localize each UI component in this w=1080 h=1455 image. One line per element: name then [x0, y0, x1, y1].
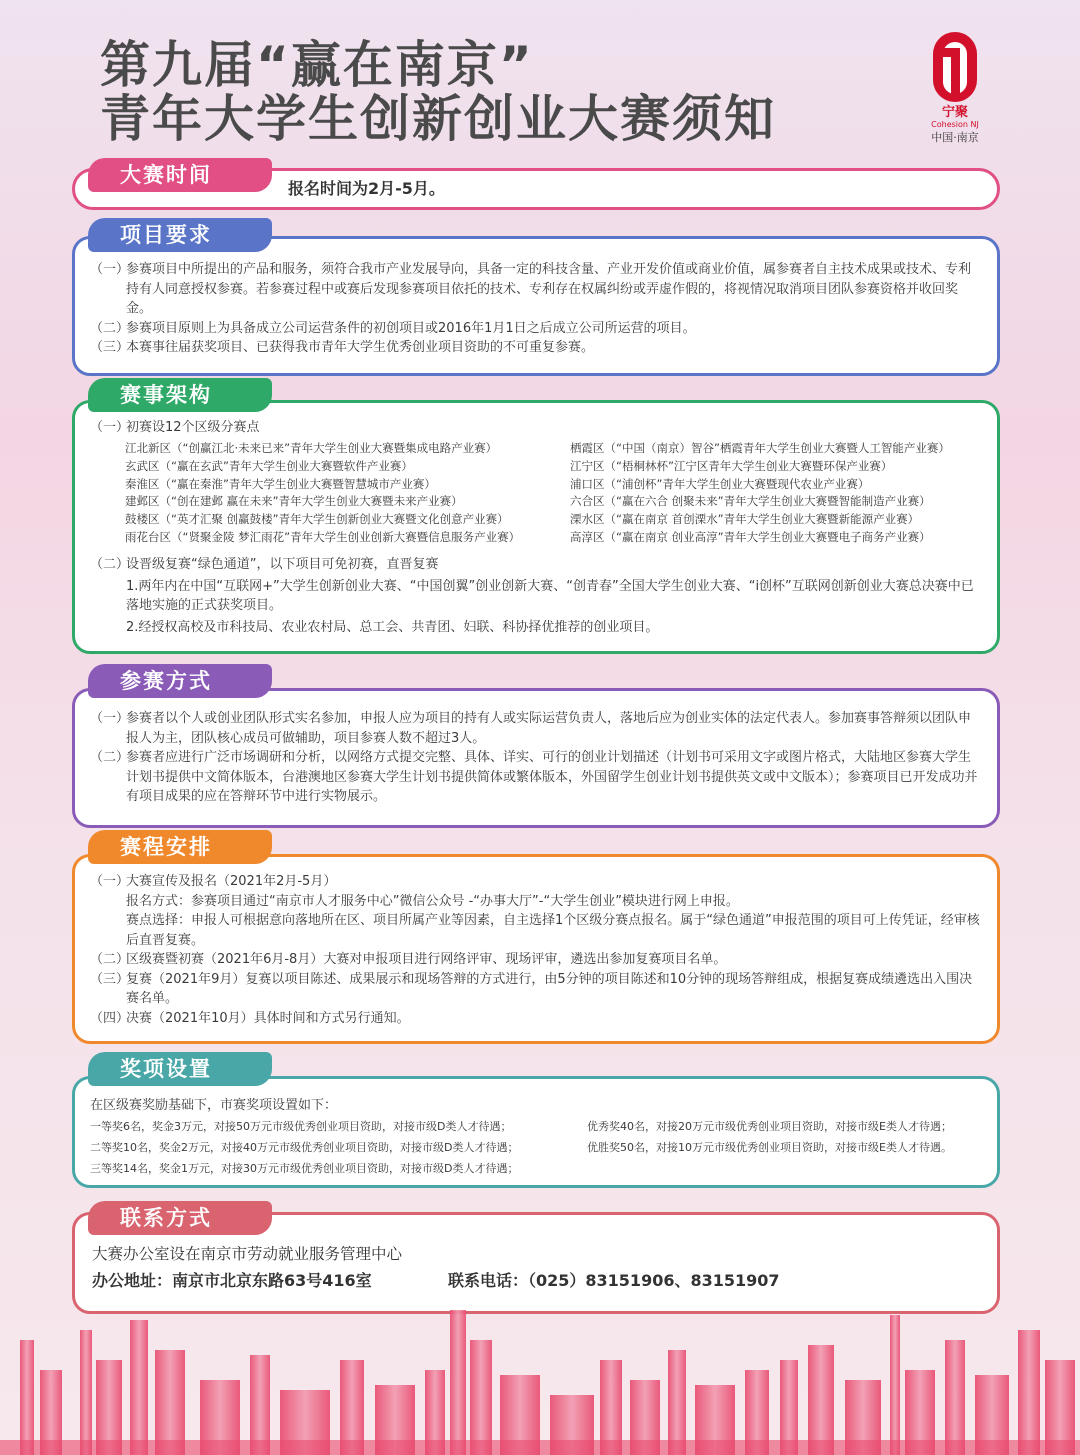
schedule-signup-method: 报名方式：参赛项目通过“南京市人才服务中心”微信公众号 -“办事大厅”-“大学生创业”模块进行网上申报。 [126, 893, 739, 909]
list-item: 高淳区（“赢在南京 创业高淳”青年大学生创业大赛暨电子商务产业赛） [570, 529, 931, 544]
time-text: 报名时间为2月-5月。 [288, 179, 445, 198]
page-title [100, 38, 776, 146]
list-item: 三等奖14名，奖金1万元，对接30万元市级优秀创业项目资助，对接市级D类人才待遇； [90, 1162, 519, 1175]
list-item: 优秀奖40名，对接20万元市级优秀创业项目资助，对接市级E类人才待遇； [587, 1120, 952, 1133]
list-item: （二） 区级赛暨初赛（2021年6月-8月）大赛对申报项目进行网络评审、现场评审，遴选出参加复赛项目名单。 [90, 952, 727, 967]
structure-item-1: （一） 初赛设12个区级分赛点 [90, 420, 260, 435]
method-list [90, 709, 980, 807]
tag-contact: 联系方式 [88, 1201, 272, 1235]
list-item: 优胜奖50名，对接10万元市级优秀创业项目资助，对接市级E类人才待遇。 [587, 1141, 952, 1154]
list-item: 鼓楼区（“英才汇聚 创赢鼓楼”青年大学生创新创业大赛暨文化创意产业赛） [125, 512, 509, 527]
title-line-2: 青年大学生创新创业大赛须知 [100, 90, 776, 148]
list-item: 浦口区（“浦创杯”青年大学生创业大赛暨现代农业产业赛） [570, 476, 870, 491]
title-line-1: 第九届“赢在南京” [100, 36, 534, 94]
schedule-venue-choice: 赛点选择：申报人可根据意向落地所在区、项目所属产业等因素，自主选择1个区级分赛点报名。属于“绿色通道”申报范围的项目可上传凭证，经审核后直晋复赛。 [126, 913, 980, 948]
city-skyline-illustration [0, 1300, 1080, 1455]
tag-awards: 奖项设置 [88, 1052, 272, 1086]
structure-item-2: （二） 设晋级复赛“绿色通道”，以下项目可免初赛，直晋复赛 1.两年内在中国“互联网+”大学生创新创业大赛、“中国创翼”创业创新大赛、“创青春”全国大学生创业大赛、“i创杯”互联网创新创业大赛总决赛中已落地实施的正式获奖项目。 2.经授权高校及市科技局、农业农村局、总工会、共青团、妇联、科协择优推荐的创业项目。 [90, 555, 980, 637]
logo [920, 28, 990, 146]
awards-intro: 在区级赛奖励基础下，市赛奖项设置如下： [90, 1098, 338, 1113]
list-item: 建邺区（“创在建邺 赢在未来”青年大学生创业大赛暨未来产业赛） [125, 494, 463, 509]
list-item: （一） 参赛项目中所提出的产品和服务，须符合我市产业发展导向，具备一定的科技含量、产业开发价值或商业价值，属参赛者自主技术成果或技术、专利持有人同意授权参赛。若参赛过程中或赛后发现参赛项目依托的技术、专利存在权属纠纷或弄虚作假的，将视情况取消项目团队参赛资格并收回奖金。 [90, 262, 972, 316]
list-item: （二） 参赛者应进行广泛市场调研和分析，以网络方式提交完整、具体、详实、可行的创业计划描述（计划书可采用文字或图片格式，大陆地区参赛大学生计划书提供中文简体版本，台港澳地区参赛大学生计划书提供简体或繁体版本，外国留学生创业计划书提供英文或中文版本）；参赛项目已开发成功并有项目成果的应在答辩环节中进行实物展示。 [90, 750, 978, 804]
list-item: 一等奖6名，奖金3万元，对接50万元市级优秀创业项目资助，对接市级D类人才待遇； [90, 1120, 512, 1133]
contact-office: 大赛办公室设在南京市劳动就业服务管理中心 [92, 1245, 403, 1263]
list-item: 江宁区（“梧桐林杯”江宁区青年大学生创业大赛暨环保产业赛） [570, 458, 893, 473]
awards-left [90, 1116, 518, 1179]
districts-left [125, 440, 520, 547]
list-item: 二等奖10名，奖金2万元，对接40万元市级优秀创业项目资助，对接市级D类人才待遇； [90, 1141, 519, 1154]
districts-right [570, 440, 950, 547]
list-item: （三） 本赛事往届获奖项目、已获得我市青年大学生优秀创业项目资助的不可重复参赛。 [90, 340, 595, 355]
list-item: （一） 大赛宣传及报名（2021年2月-5月） [90, 874, 337, 889]
list-item: （一） 参赛者以个人或创业团队形式实名参加，申报人应为项目的持有人或实际运营负责人，落地后应为创业实体的法定代表人。参加赛事答辩须以团队申报人为主，团队核心成员可做辅助，项目参赛人数不超过3人。 [90, 711, 972, 746]
list-item: （二） 参赛项目原则上为具备成立公司运营条件的初创项目或2016年1月1日之后成立公司所运营的项目。 [90, 320, 696, 336]
list-item: （四） 决赛（2021年10月）具体时间和方式另行通知。 [90, 1010, 410, 1026]
logo-cn: 宁聚 [941, 105, 968, 120]
contact-address: 办公地址：南京市北京东路63号416室 [92, 1271, 372, 1290]
list-item: 雨花台区（“贤聚金陵 梦汇雨花”青年大学生创业创新大赛暨信息服务产业赛） [125, 529, 521, 544]
list-item: 江北新区（“创赢江北·未来已来”青年大学生创业大赛暨集成电路产业赛） [125, 441, 498, 455]
tag-structure: 赛事架构 [88, 378, 272, 412]
logo-en: Cohesion NJ [931, 120, 979, 129]
list-item: 六合区（“赢在六合 创聚未来”青年大学生创业大赛暨智能制造产业赛） [570, 494, 931, 509]
contact-phone: 联系电话：（025）83151906、83151907 [448, 1271, 780, 1290]
list-item: 玄武区（“赢在玄武”青年大学生创业大赛暨软件产业赛） [125, 458, 413, 473]
tag-time: 大赛时间 [88, 158, 272, 192]
schedule-list [90, 872, 980, 1028]
awards-right [587, 1116, 952, 1158]
list-item: 溧水区（“赢在南京 首创溧水”青年大学生创业大赛暨新能源产业赛） [570, 512, 920, 527]
list-item: 栖霞区（“中国（南京）智谷”栖霞青年大学生创业大赛暨人工智能产业赛） [570, 441, 950, 455]
list-item: 秦淮区（“赢在秦淮”青年大学生创业大赛暨智慧城市产业赛） [125, 476, 436, 491]
logo-mark-icon [929, 28, 981, 106]
requirements-list [90, 260, 980, 358]
tag-requirements: 项目要求 [88, 218, 272, 252]
tag-schedule: 赛程安排 [88, 830, 272, 864]
list-item: （三） 复赛（2021年9月）复赛以项目陈述、成果展示和现场答辩的方式进行，由5分钟的项目陈述和10分钟的现场答辩组成，根据复赛成绩遴选出入围决赛名单。 [90, 971, 973, 1006]
logo-city: 中国·南京 [931, 131, 979, 144]
green-channel-1: 1.两年内在中国“互联网+”大学生创新创业大赛、“中国创翼”创业创新大赛、“创青春”全国大学生创业大赛、“i创杯”互联网创新创业大赛总决赛中已落地实施的正式获奖项目。 [126, 578, 974, 613]
tag-method: 参赛方式 [88, 664, 272, 698]
green-channel-2: 2.经授权高校及市科技局、农业农村局、总工会、共青团、妇联、科协择优推荐的创业项目。 [126, 619, 659, 635]
